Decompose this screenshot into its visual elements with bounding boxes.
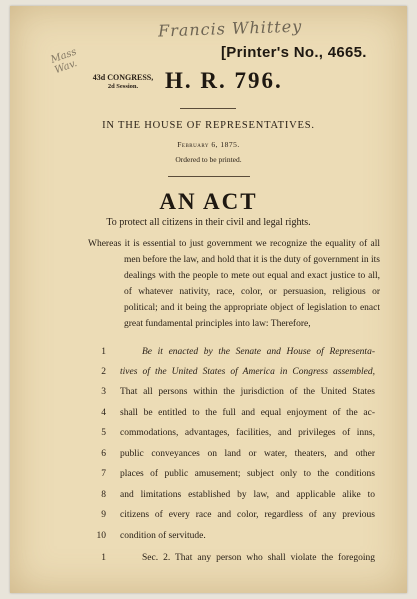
text-line: [10, 469, 407, 489]
text-line: [10, 531, 407, 551]
bill-number: H. R. 796.: [165, 68, 283, 93]
line-number: 2: [101, 367, 106, 377]
line-text: public conveyances on land or water, theaters, and other: [120, 449, 375, 459]
line-number: 10: [96, 531, 106, 541]
text-line: [10, 347, 407, 367]
line-number: 6: [101, 449, 106, 459]
line-number: 7: [101, 469, 106, 479]
line-text: commodations, advantages, facilities, and privileges of inns,: [120, 428, 375, 438]
text-line: [10, 510, 407, 530]
congress-session-label: [90, 73, 156, 91]
line-number: 4: [101, 408, 106, 418]
text-line: [10, 387, 407, 407]
line-text: tives of the United States of America in Congress assembled,: [120, 367, 375, 377]
handwritten-signature: Francis Whittey: [157, 16, 303, 41]
document-page: [10, 6, 407, 593]
line-text: Sec. 2. That any person who shall violate the foregoing: [142, 553, 375, 563]
text-line: [10, 490, 407, 510]
line-text: Be it enacted by the Senate and House of Representa-: [142, 347, 375, 357]
bill-date: February 6, 1875.: [177, 140, 240, 149]
line-text: shall be entitled to the full and equal enjoyment of the ac-: [120, 408, 375, 418]
line-number: 8: [101, 490, 106, 500]
divider-top: [180, 108, 236, 109]
line-text: condition of servitude.: [120, 531, 206, 541]
congress-label: 43d CONGRESS,: [92, 73, 154, 82]
divider-middle: [168, 176, 250, 177]
act-title: AN ACT: [159, 189, 258, 214]
text-line: [10, 449, 407, 469]
line-number: 3: [101, 387, 106, 397]
ordered-note: Ordered to be printed.: [175, 155, 242, 164]
line-number: 5: [101, 428, 106, 438]
line-number: 1: [101, 347, 106, 357]
text-line: [10, 367, 407, 387]
session-label: 2d Session.: [107, 83, 139, 90]
line-text: and limitations established by law, and applicable alike to: [120, 490, 375, 500]
printers-number: [Printer's No., 4665.: [221, 44, 367, 61]
preamble: Whereas it is essential to just government we recognize the equality of all men before the law, and hold that it is the duty of government in its dealings with the people to mete out equal and exact justice to all, of whatever nativity, race, color, or persuasion, religious or political; and it being the appropriate object of legislation to enact great fundamental principles into law: Therefore,: [88, 239, 380, 330]
text-line: [10, 408, 407, 428]
line-text: places of public amusement; subject only to the conditions: [120, 469, 375, 479]
pencil-annotation: Mass Wav.: [49, 46, 79, 77]
text-line: [10, 428, 407, 448]
text-line: [10, 553, 407, 573]
line-text: citizens of every race and color, regardless of any previous: [120, 510, 375, 520]
line-number: 9: [101, 510, 106, 520]
line-number: 1: [101, 553, 106, 563]
house-heading: IN THE HOUSE OF REPRESENTATIVES.: [102, 120, 315, 131]
act-purpose: To protect all citizens in their civil and legal rights.: [106, 217, 311, 228]
line-text: That all persons within the jurisdiction of the United States: [120, 387, 375, 397]
